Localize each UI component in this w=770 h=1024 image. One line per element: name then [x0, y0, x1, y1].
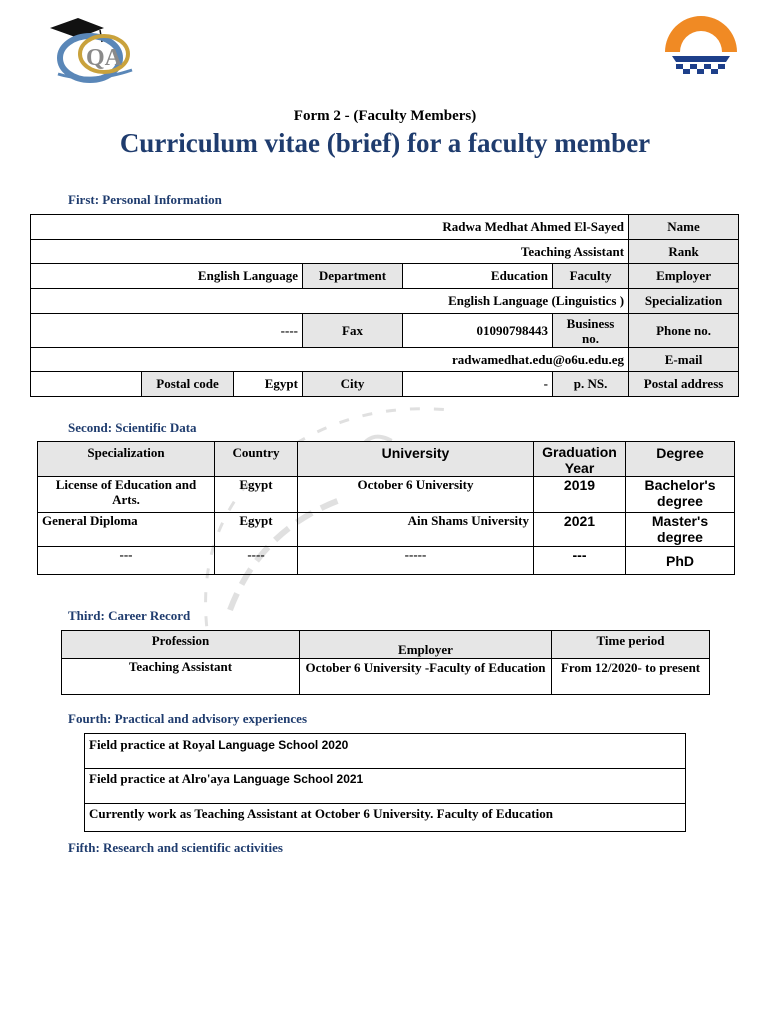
practical-item-3-prefix: Currently work as Teaching Assistant at October 6 University. Faculty of Education	[89, 806, 553, 821]
row2-specialization: General Diploma	[38, 513, 215, 547]
section-title-practical: Fourth: Practical and advisory experiences	[68, 711, 308, 726]
practical-item-2-prefix: Field practice at Alro'aya	[89, 771, 234, 786]
phone-row	[31, 314, 739, 348]
name-label: Name	[629, 215, 739, 240]
page-title: Curriculum vitae (brief) for a faculty member	[119, 128, 651, 158]
career-record-table	[61, 630, 710, 695]
career-header-row	[62, 631, 710, 659]
name-value: Radwa Medhat Ahmed El-Sayed	[31, 215, 629, 240]
address-row	[31, 372, 739, 397]
practical-item-2	[85, 769, 686, 804]
email-label: E-mail	[629, 348, 739, 372]
form-label: Form 2 - (Faculty Members)	[293, 108, 477, 124]
row2-year: 2021	[534, 513, 626, 547]
department-label: Department	[303, 264, 403, 289]
email-row	[31, 348, 739, 372]
career-row	[62, 659, 710, 695]
row2-university: Ain Shams University	[298, 513, 534, 547]
practical-item	[85, 734, 686, 769]
employer-label: Employer	[629, 264, 739, 289]
row3-year: ---	[534, 547, 626, 575]
name-row	[31, 215, 739, 240]
scientific-row	[38, 513, 735, 547]
col-graduation-year: Graduation Year	[534, 442, 626, 477]
practical-item-2-suffix: Language School 2021	[233, 772, 364, 786]
city-label: City	[303, 372, 403, 397]
col-employer: Employer	[300, 631, 552, 659]
business-label: Business no.	[553, 314, 629, 348]
scientific-row	[38, 547, 735, 575]
phone-label: Phone no.	[629, 314, 739, 348]
row1-degree: Bachelor's degree	[626, 477, 735, 513]
row1-university: October 6 University	[298, 477, 534, 513]
practical-item	[85, 804, 686, 832]
personal-info-table	[30, 214, 739, 397]
row1-specialization: License of Education and Arts.	[38, 477, 215, 513]
career-time-period: From 12/2020- to present	[552, 659, 710, 695]
row3-degree: PhD	[626, 547, 735, 575]
practical-item	[85, 769, 686, 804]
practical-item-3	[85, 804, 686, 832]
col-university: University	[298, 442, 534, 477]
row3-university: -----	[298, 547, 534, 575]
section-title-career: Third: Career Record	[68, 608, 191, 623]
svg-text:QA: QA	[86, 45, 122, 71]
practical-item-1-prefix: Field practice at Royal	[89, 737, 219, 752]
employer-row	[31, 264, 739, 289]
city-value: Egypt	[234, 372, 303, 397]
specialization-value: English Language (Linguistics )	[31, 289, 629, 314]
section-title-research: Fifth: Research and scientific activities	[68, 840, 283, 855]
scientific-data-table	[37, 441, 735, 575]
col-time-period: Time period	[552, 631, 710, 659]
rank-value: Teaching Assistant	[31, 240, 629, 264]
col-country: Country	[215, 442, 298, 477]
department-value: English Language	[31, 264, 303, 289]
rank-label: Rank	[629, 240, 739, 264]
university-logo	[662, 12, 740, 78]
email-value: radwamedhat.edu@o6u.edu.eg	[31, 348, 629, 372]
row2-degree: Master's degree	[626, 513, 735, 547]
row1-country: Egypt	[215, 477, 298, 513]
col-profession: Profession	[62, 631, 300, 659]
col-degree: Degree	[626, 442, 735, 477]
postal-code-value	[31, 372, 142, 397]
practical-item-1-suffix: Language School 2020	[218, 738, 349, 752]
specialization-row	[31, 289, 739, 314]
fax-label: Fax	[303, 314, 403, 348]
row3-specialization: ---	[38, 547, 215, 575]
pns-value: -	[403, 372, 553, 397]
career-profession: Teaching Assistant	[62, 659, 300, 695]
row1-year: 2019	[534, 477, 626, 513]
specialization-label: Specialization	[629, 289, 739, 314]
rank-row	[31, 240, 739, 264]
quality-assurance-logo	[40, 10, 145, 85]
fax-value: ----	[31, 314, 303, 348]
faculty-value: Education	[403, 264, 553, 289]
practical-experience-table	[84, 733, 686, 832]
postal-address-label: Postal address	[629, 372, 739, 397]
postal-code-label: Postal code	[142, 372, 234, 397]
scientific-row	[38, 477, 735, 513]
pns-label: p. NS.	[553, 372, 629, 397]
faculty-label: Faculty	[553, 264, 629, 289]
career-employer: October 6 University -Faculty of Education	[300, 659, 552, 695]
section-title-scientific: Second: Scientific Data	[68, 420, 197, 435]
row3-country: ----	[215, 547, 298, 575]
col-specialization: Specialization	[38, 442, 215, 477]
row2-country: Egypt	[215, 513, 298, 547]
section-title-personal: First: Personal Information	[68, 192, 222, 207]
scientific-header-row	[38, 442, 735, 477]
practical-item-1	[85, 734, 686, 769]
business-value: 01090798443	[403, 314, 553, 348]
